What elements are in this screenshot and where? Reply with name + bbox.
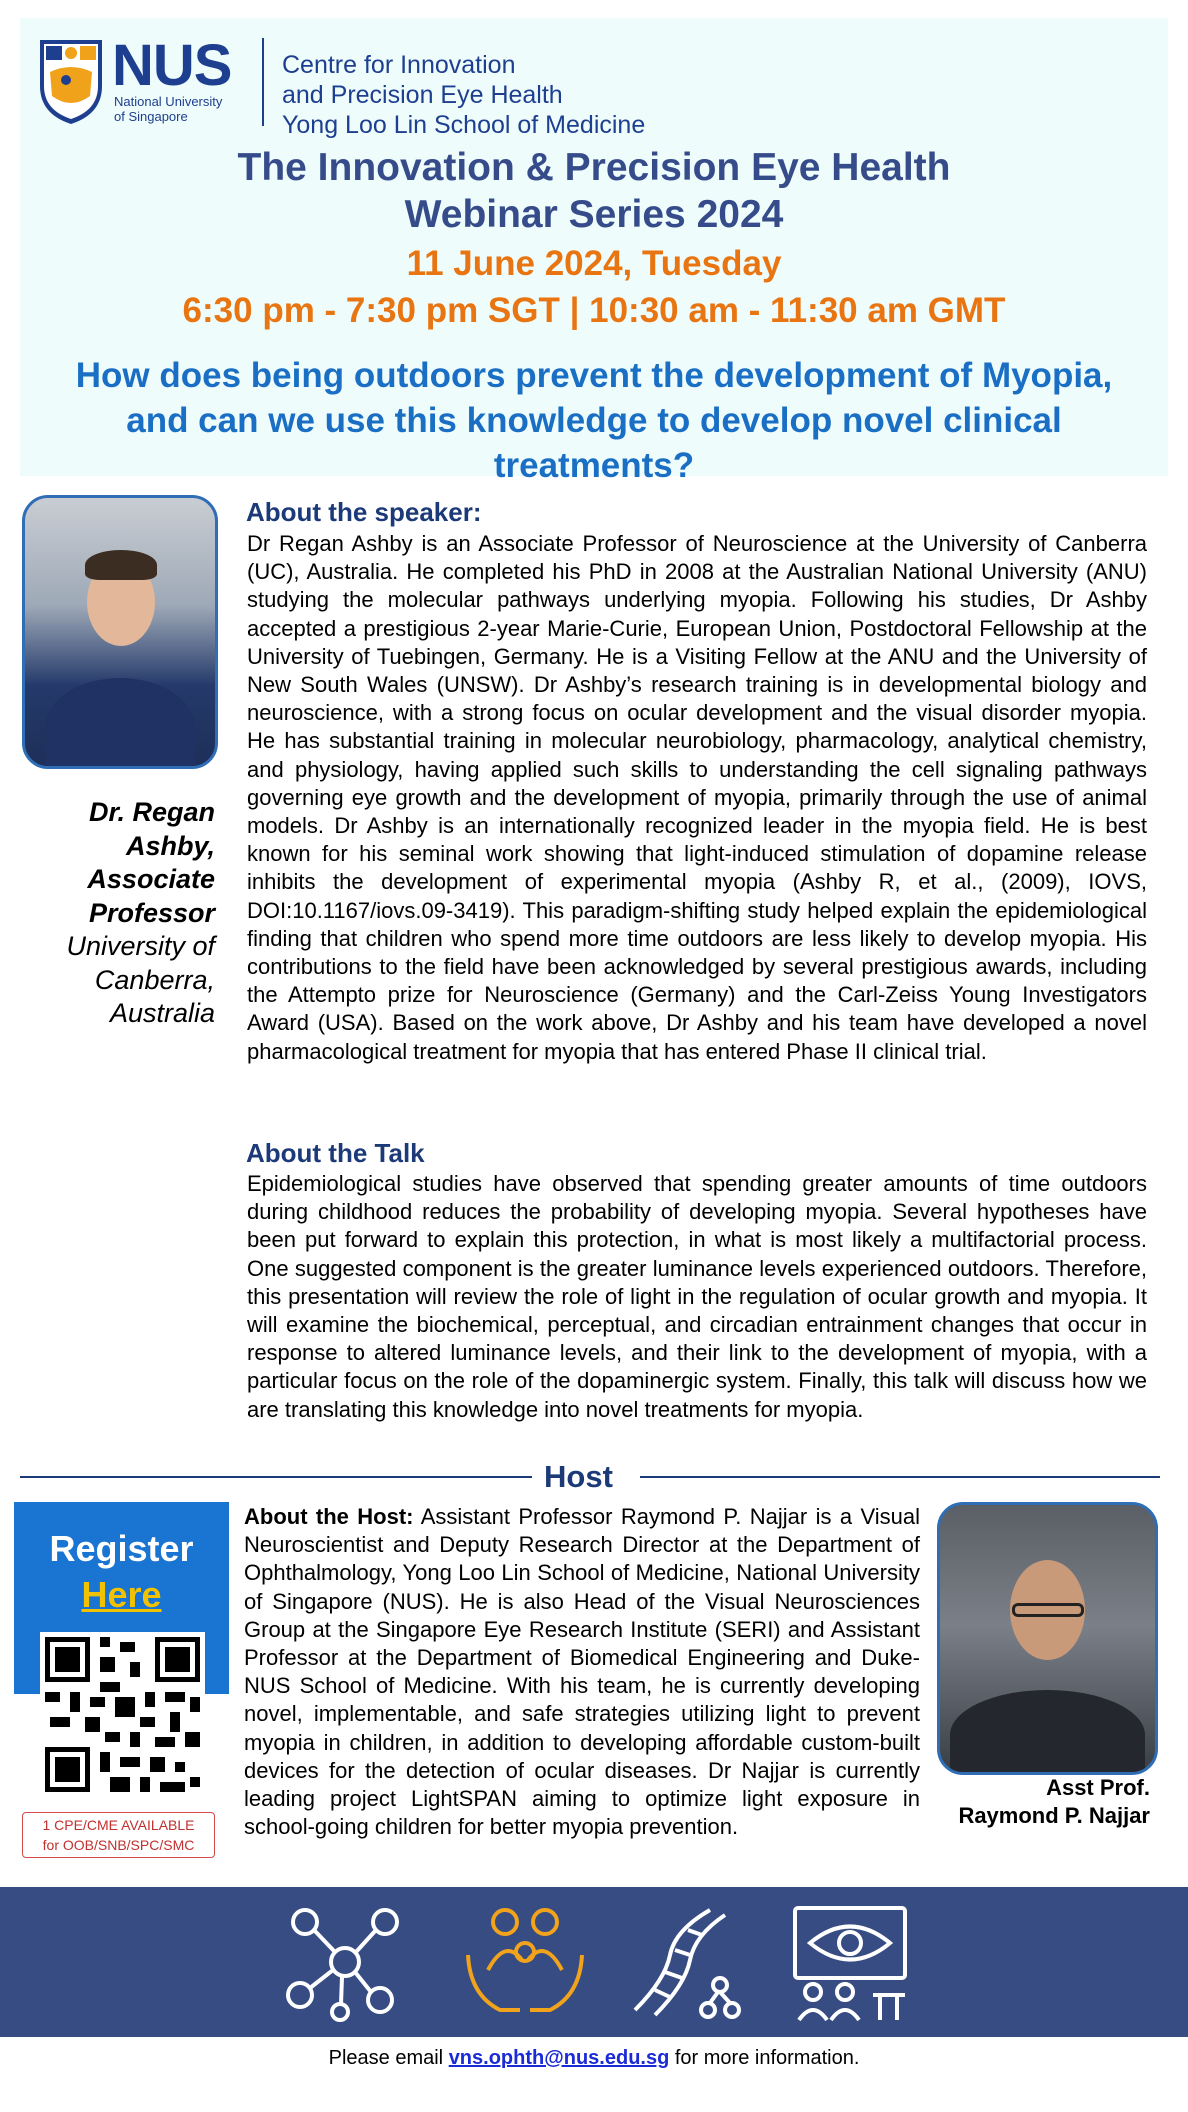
dna-icon <box>620 1900 750 2025</box>
cpe-badge <box>22 1812 215 1858</box>
speaker-jacket <box>45 678 195 769</box>
logo-divider <box>262 38 264 126</box>
speaker-name-line: Ashby, <box>125 830 215 861</box>
contact-suffix: for more information. <box>674 2047 860 2069</box>
about-speaker-heading: About the speaker: <box>246 497 482 527</box>
nus-wordmark: NUS <box>112 33 232 98</box>
series-title-line1: The Innovation & Precision Eye Health <box>237 146 951 189</box>
host-photo <box>937 1502 1158 1775</box>
host-glasses <box>1012 1603 1084 1617</box>
register-here-link[interactable]: Here <box>81 1574 162 1615</box>
event-date: 11 June 2024, Tuesday <box>406 244 782 283</box>
speaker-affiliation-line: Canberra, <box>94 964 215 995</box>
host-name-line: Raymond P. Najjar <box>958 1803 1150 1828</box>
speaker-hair <box>85 550 157 580</box>
about-host-label: About the Host: <box>244 1504 414 1529</box>
series-title-line2: Webinar Series 2024 <box>404 193 784 236</box>
cpe-line: for OOB/SNB/SPC/SMC <box>42 1837 195 1853</box>
speaker-affiliation-line: Australia <box>109 998 215 1028</box>
speaker-photo <box>22 495 218 769</box>
nus-subtitle: National University of Singapore <box>114 94 223 124</box>
nus-logo <box>36 33 686 139</box>
contact-prefix: Please email <box>328 2047 444 2069</box>
hands-family-icon <box>460 1900 590 2025</box>
host-rule-left <box>20 1476 532 1478</box>
host-heading: Host <box>544 1459 613 1494</box>
speaker-name-line: Associate <box>87 864 215 894</box>
header-banner <box>20 18 1168 485</box>
nus-crest-icon <box>36 36 106 126</box>
footer-band <box>0 1887 1188 2037</box>
event-time: 6:30 pm - 7:30 pm SGT | 10:30 am - 11:30 am GMT <box>182 291 1006 330</box>
host-suit <box>950 1690 1145 1775</box>
host-name <box>920 1774 1150 1830</box>
about-host-body: Assistant Professor Raymond P. Najjar is a Visual Neuroscientist and Deputy Research Director at the Department of Ophthalmology, Yong Loo Lin School of Medicine, National University of Singapore (NUS). He is also Head of the Visual Neurosciences Group at the Singapore Eye Research Institute (SERI) and Assistant Professor at the Department of Biomedical Engineering and Duke-NUS School of Medicine. With his team, he is currently developing novel, implementable, and safe strategies utilizing light to prevent myopia in children, in addition to developing affordable custom-built devices for the detection of ocular diseases. Dr Najjar is currently leading project LightSPAN aiming to optimize light exposure in school-going children for better myopia prevention. <box>244 1504 920 1840</box>
about-host-text <box>244 1503 920 1841</box>
registration-qr-code-icon[interactable] <box>40 1632 205 1797</box>
about-speaker-text: Dr Regan Ashby is an Associate Professor of Neuroscience at the University of Canberra (UC), Australia. He completed his PhD in 2008 at the Australian National University (ANU) studying the molecular pathways underlying myopia. Following his studies, Dr Ashby accepted a prestigious 2-year Marie-Curie, European Union, Postdoctoral Fellowship at the University of Tuebingen, Germany. He is a Visiting Fellow at the ANU and the University of New South Wales (UNSW). Dr Ashby’s research training is in developmental biology and neuroscience, with a strong focus on ocular development and the visual disorder myopia. He has substantial training in molecular neurobiology, pharmacology, analytical chemistry, and physiology, having applied such skills to understanding the cell signaling pathways governing eye growth and the development of myopia, primarily through the use of animal models. Dr Ashby is an internationally recognized leader in the myopia field. He is best known for his seminal work showing that light-induced stimulation of dopamine release inhibits the development of experimental myopia (Ashby R, et al., (2009), IOVS, DOI:10.1167/iovs.09-3419). This paradigm-shifting study helped explain the epidemiological finding that children who spend more time outdoors are less likely to develop myopia. His contributions to the field have been acknowledged by several prestigious awards, including the Attempto prize for Neuroscience (Germany) and the Carl-Zeiss Young Investigators Award (USA). Based on the work above, Dr Ashby and his team have developed a novel pharmacological treatment for myopia that has entered Phase II clinical trial. <box>247 531 1147 1064</box>
eye-test-icon <box>785 1900 915 2025</box>
contact-line <box>0 2046 1188 2070</box>
host-rule-right <box>640 1476 1160 1478</box>
speaker-name <box>30 796 215 1031</box>
centre-line: and Precision Eye Health <box>282 81 563 109</box>
centre-line: Centre for Innovation <box>282 51 516 79</box>
speaker-name-line: Dr. Regan <box>88 797 215 827</box>
cpe-line: 1 CPE/CME AVAILABLE <box>42 1817 195 1833</box>
register-label: Register <box>49 1528 194 1569</box>
talk-question: How does being outdoors prevent the development of Myopia, and can we use this knowledge to develop novel clinical treatments? <box>75 356 1113 485</box>
speaker-name-line: Professor <box>88 897 215 928</box>
host-name-line: Asst Prof. <box>1046 1775 1150 1800</box>
speaker-affiliation-line: University of <box>66 931 215 961</box>
network-people-icon <box>280 1900 410 2025</box>
about-talk-text: Epidemiological studies have observed that spending greater amounts of time outdoors during childhood reduces the probability of developing myopia. Several hypotheses have been put forward to explain this protection, in what is most likely a multifactorial process. One suggested component is the greater luminance levels experienced outdoors. Therefore, this presentation will review the role of light in the regulation of ocular growth and myopia. It will examine the biochemical, perceptual, and circadian entrainment changes that occur in response to altered luminance levels, and their link to the development of myopia, with a particular focus on the role of the dopaminergic system. Finally, this talk will discuss how we are translating this knowledge into novel treatments for myopia. <box>247 1171 1147 1422</box>
centre-line: Yong Loo Lin School of Medicine <box>282 111 646 139</box>
about-talk-heading: About the Talk <box>246 1138 425 1168</box>
contact-email-link[interactable]: vns.ophth@nus.edu.sg <box>448 2047 670 2069</box>
centre-name <box>282 50 645 140</box>
